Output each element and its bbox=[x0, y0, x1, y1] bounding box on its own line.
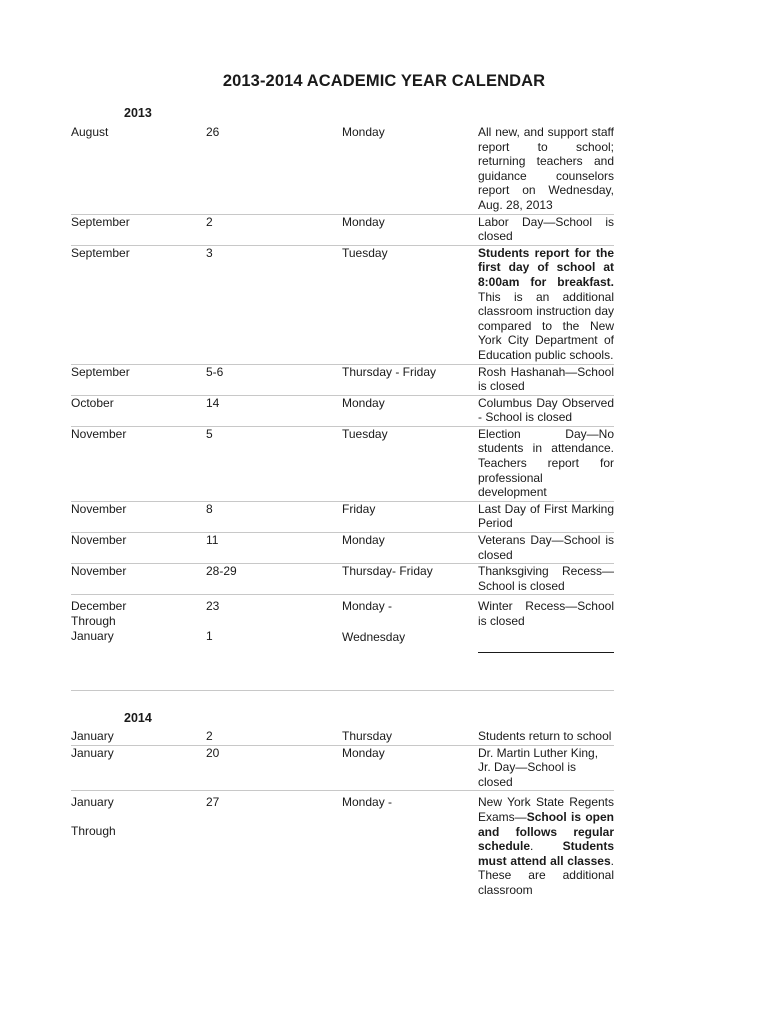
month-cell bbox=[71, 595, 206, 652]
table-row bbox=[71, 564, 614, 595]
month-cell: September bbox=[71, 364, 206, 395]
month-cell: November bbox=[71, 426, 206, 501]
description-cell: Labor Day—School is closed bbox=[478, 214, 614, 245]
description-cell: Rosh Hashanah—School is closed bbox=[478, 364, 614, 395]
month-cell: August bbox=[71, 125, 206, 214]
day-cell: 27 bbox=[206, 795, 220, 810]
day-end: 1 bbox=[206, 628, 213, 643]
weekday-cell: Monday bbox=[342, 214, 478, 245]
table-row bbox=[71, 426, 614, 501]
day-start: 23 bbox=[206, 599, 220, 614]
month-end: January bbox=[71, 628, 114, 643]
table-row bbox=[71, 501, 614, 532]
month-cell: September bbox=[71, 245, 206, 364]
description-cell: All new, and support staff report to school; returning teachers and guidance counselors report on Wednesday, Aug. 28, 2013 bbox=[478, 125, 614, 214]
weekday-cell: Thursday bbox=[342, 729, 478, 745]
table-row-regents bbox=[71, 791, 614, 899]
weekday-cell: Monday bbox=[342, 125, 478, 214]
month-cell bbox=[71, 791, 206, 899]
day-cell: 14 bbox=[206, 395, 342, 426]
year-heading-2014: 2014 bbox=[124, 711, 152, 725]
weekday-end: Wednesday bbox=[342, 630, 406, 644]
day-cell: 2 bbox=[206, 729, 342, 745]
notice-detail: This is an additional classroom instruction day compared to the New York City Department of Education public schools. bbox=[478, 289, 614, 362]
description-cell: Last Day of First Marking Period bbox=[478, 501, 614, 532]
bold-notice: School is open and follows regular schedule bbox=[478, 809, 614, 854]
table-row bbox=[71, 214, 614, 245]
description-cell: Election Day—No students in attendance. Teachers report for professional development bbox=[478, 426, 614, 501]
month-start: January bbox=[71, 795, 114, 810]
table-row-winter-recess bbox=[71, 595, 614, 652]
day-cell: 8 bbox=[206, 501, 342, 532]
description-cell bbox=[478, 245, 614, 364]
weekday-cell: Monday - bbox=[342, 795, 393, 810]
day-cell bbox=[206, 595, 342, 652]
bold-notice: Students must attend all classes bbox=[478, 839, 614, 868]
calendar-table-2013 bbox=[71, 125, 614, 653]
weekday-start: Monday - bbox=[342, 599, 393, 614]
regents-detail: . These are additional classroom bbox=[478, 853, 614, 897]
month-cell: November bbox=[71, 533, 206, 564]
table-row bbox=[71, 125, 614, 214]
day-cell: 26 bbox=[206, 125, 342, 214]
through-label: Through bbox=[71, 614, 116, 628]
calendar-table-2014 bbox=[71, 729, 614, 899]
table-row bbox=[71, 245, 614, 364]
month-cell: November bbox=[71, 501, 206, 532]
description-cell bbox=[478, 595, 614, 652]
month-cell: January bbox=[71, 729, 206, 745]
day-cell: 2 bbox=[206, 214, 342, 245]
table-row bbox=[71, 395, 614, 426]
month-cell: November bbox=[71, 564, 206, 595]
month-cell: October bbox=[71, 395, 206, 426]
table-row bbox=[71, 364, 614, 395]
month-start: December bbox=[71, 599, 127, 614]
table-row bbox=[71, 745, 614, 791]
weekday-cell bbox=[342, 595, 478, 652]
weekday-cell: Monday bbox=[342, 533, 478, 564]
month-cell: January bbox=[71, 745, 206, 791]
description-cell: Students return to school bbox=[478, 729, 614, 745]
description-cell: Thanksgiving Recess—School is closed bbox=[478, 564, 614, 595]
month-cell: September bbox=[71, 214, 206, 245]
document-title: 2013-2014 ACADEMIC YEAR CALENDAR bbox=[222, 72, 546, 90]
through-label: Through bbox=[71, 823, 116, 838]
weekday-cell: Tuesday bbox=[342, 245, 478, 364]
regents-intro: New York State Regents Exams— bbox=[478, 795, 614, 824]
weekday-cell: Monday bbox=[342, 395, 478, 426]
weekday-cell: Thursday- Friday bbox=[342, 564, 478, 595]
weekday-cell: Monday bbox=[342, 745, 478, 791]
description-cell: Columbus Day Observed - School is closed bbox=[478, 395, 614, 426]
day-cell: 28-29 bbox=[206, 564, 342, 595]
weekday-cell: Tuesday bbox=[342, 426, 478, 501]
regents-punct: . bbox=[530, 839, 563, 854]
bold-notice: Students report for the first day of school at 8:00am for breakfast. bbox=[478, 245, 614, 289]
day-cell: 5 bbox=[206, 426, 342, 501]
description-cell: Veterans Day—School is closed bbox=[478, 533, 614, 564]
weekday-cell: Thursday - Friday bbox=[342, 364, 478, 395]
year-heading-2013: 2013 bbox=[124, 106, 152, 120]
winter-recess-text: Winter Recess—School is closed bbox=[478, 599, 614, 628]
day-cell: 20 bbox=[206, 745, 342, 791]
weekday-cell: Friday bbox=[342, 501, 478, 532]
day-cell: 5-6 bbox=[206, 364, 342, 395]
section-divider bbox=[71, 690, 614, 691]
description-cell: Dr. Martin Luther King, Jr. Day—School is closed bbox=[478, 745, 614, 791]
day-cell: 11 bbox=[206, 533, 342, 564]
day-cell: 3 bbox=[206, 245, 342, 364]
table-row bbox=[71, 729, 614, 745]
description-cell bbox=[478, 791, 614, 899]
table-row bbox=[71, 533, 614, 564]
